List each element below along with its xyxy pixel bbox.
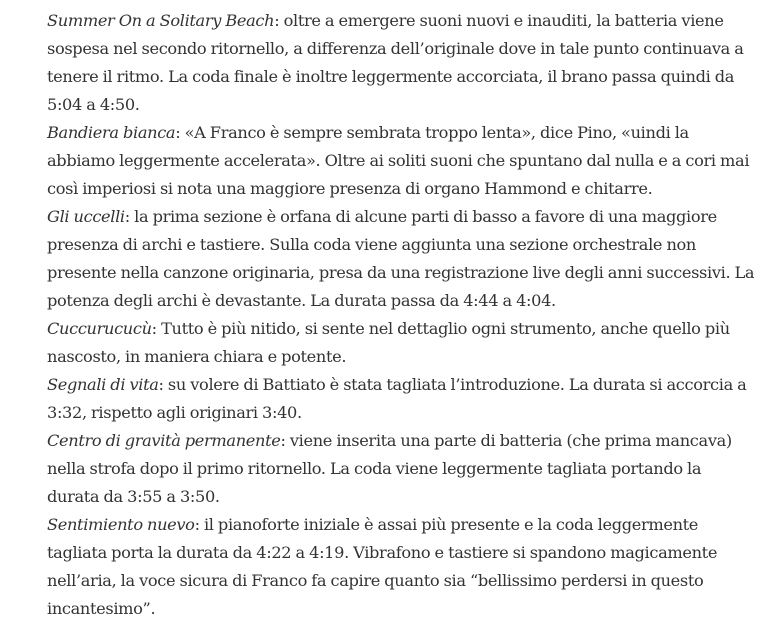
- paragraph-cuccurucucu: [47, 315, 757, 371]
- paragraph-text: : la prima sezione è orfana di alcune parti di basso a favore di una maggiore presenza di archi e tastiere. Sulla coda viene aggiunta una sezione orchestrale non presente nella canzone originaria, presa da una registrazione live degli anni successivi. La potenza degli archi è devastante. La durata passa da 4:44 a 4:04.: [47, 207, 755, 310]
- song-title: Sentimiento nuevo: [47, 515, 195, 534]
- paragraph-sentimiento-nuevo: [47, 511, 757, 623]
- paragraph-segnali-di-vita: [47, 371, 757, 427]
- paragraph-text: : viene inserita una parte di batteria (che prima mancava) nella strofa dopo il primo ritornello. La coda viene leggermente tagliata portando la durata da 3:55 a 3:50.: [47, 431, 732, 506]
- paragraph-text: : su volere di Battiato è stata tagliata l’introduzione. La durata si accorcia a 3:32, rispetto agli originari 3:40.: [47, 375, 747, 422]
- song-title: Gli uccelli: [47, 207, 125, 226]
- paragraph-gli-uccelli: [47, 203, 757, 315]
- song-title: Centro di gravità permanente: [47, 431, 281, 450]
- article-body: [47, 7, 757, 623]
- paragraph-centro-di-gravita-permanente: [47, 427, 757, 511]
- paragraph-text: : Tutto è più nitido, si sente nel dettaglio ogni strumento, anche quello più nascosto, in maniera chiara e potente.: [47, 319, 730, 366]
- song-title: Summer On a Solitary Beach: [47, 11, 275, 30]
- paragraph-text: : il pianoforte iniziale è assai più presente e la coda leggermente tagliata porta la durata da 4:22 a 4:19. Vibrafono e tastiere si spandono magicamente nell’aria, la voce sicura di Franco fa capire quanto sia “bellissimo perdersi in questo incantesimo”.: [47, 515, 718, 618]
- paragraph-bandiera-bianca: [47, 119, 757, 203]
- song-title: Cuccurucucù: [47, 319, 152, 338]
- paragraph-text: : «A Franco è sempre sembrata troppo lenta», dice Pino, «uindi la abbiamo leggermente accelerata». Oltre ai soliti suoni che spuntano dal nulla e a cori mai così imperiosi si nota una maggiore presenza di organo Hammond e chitarre.: [47, 123, 750, 198]
- song-title: Segnali di vita: [47, 375, 159, 394]
- paragraph-text: : oltre a emergere suoni nuovi e inauditi, la batteria viene sospesa nel secondo ritornello, a differenza dell’originale dove in tale punto continuava a tenere il ritmo. La coda finale è inoltre leggermente accorciata, il brano passa quindi da 5:04 a 4:50.: [47, 11, 744, 114]
- paragraph-summer-on-a-solitary-beach: [47, 7, 757, 119]
- song-title: Bandiera bianca: [47, 123, 176, 142]
